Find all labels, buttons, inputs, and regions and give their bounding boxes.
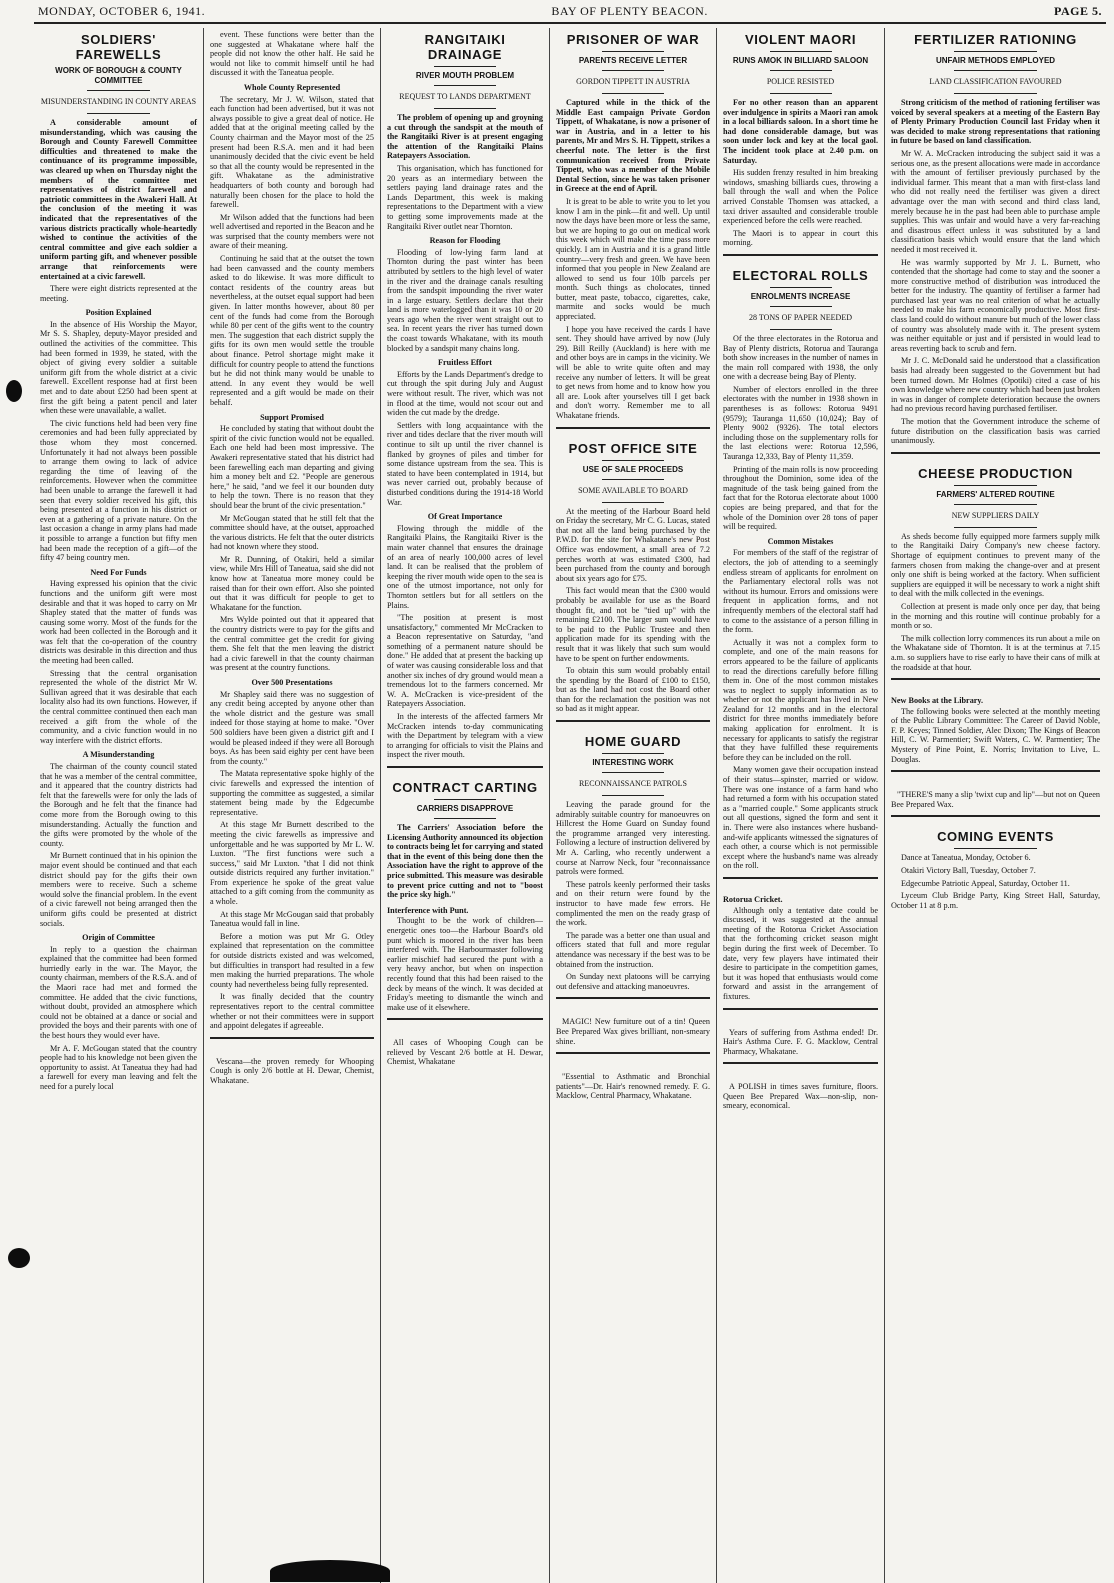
paragraph: Flowing through the middle of the Rangitaiki Plains, the Rangitaiki River is the main water channel that ensures the drainage of an area of nearly 100,000 acres of level land. It can be realised that the problem of keeping the river mouth wide open to the sea is one of the utmost importance, not only for Thornton settlers but for all settlers on the Plains. [387,523,543,610]
masthead [34,4,1106,24]
paragraph: It is great to be able to write you to let you know I am in the pink—fit and well. Up until now the days have been more or less the same, but we are hoping to go out on medical work this week which will make the time pass more quickly. I am in Austria and it is a grand little country—very fresh and green. We have been informed that you people in New Zealand are allowed to send us four 10lb parcels per month. Such things as cholocates, tinned butter, meat paste, tobacco, cigarettes, cake, marmite and socks would be much appreciated. [556,196,710,322]
columns [34,28,1106,1583]
paragraph: The motion that the Government introduce the scheme of future distribution on the classification basis was carried unanimously. [891,417,1100,446]
divider [770,329,832,330]
divider [602,51,664,52]
advertisement: All cases of Whooping Cough can be relieved by Vescant 2/6 bottle at H. Dewar, Chemist, Whakatane [387,1038,543,1067]
divider [954,93,1038,94]
subhead: PARENTS RECEIVE LETTER [578,56,688,65]
paragraph: Number of electors enrolled in the three electorates with the number in 1938 shown in parentheses is as follows: Rotorua 9491 (9579); Tauranga 11,650 (10,024); Bay of Plenty 9002 (9326). The total electors including those on the supplementary rolls for the last elections were: Rotorua 12,596, Tauranga 12,333, Bay of Plenty 11,359. [723,384,878,462]
subhead: CARRIERS DISAPPROVE [416,804,514,813]
divider [387,1018,543,1030]
divider [602,70,664,71]
subhead: LAND CLASSIFICATION FAVOURED [929,77,1062,86]
headline-fertilizer-rationing: FERTILIZER RATIONING [914,32,1077,47]
paragraph: Collection at present is made only once per day, that being in the morning and this routine will continue probably for a month or so. [891,601,1100,631]
divider [954,51,1038,52]
subhead: INTERESTING WORK [592,758,674,768]
paragraph: Mr A. F. McGougan stated that the country people had to his knowledge not been given the opportunity to assist. At Taneatua they had had a farewell for every man leaving and felt the need for a purely local [40,1043,197,1091]
paragraph: The secretary, Mr J. W. Wilson, stated that each function had been advertised, but it was not always possible to give a great deal of notice. He added that at the original meeting called by the County chairman and the Mayor most of the 25 present had been R.S.A. men and it had been unanimously decided that the civic event be held so that all the county would be represented in the gift. Whakatane as the administrative headquarters of both county and borough had naturally been chosen for the place to hold the farewell. [210,94,374,210]
advertisement: MAGIC! New furniture out of a tin! Queen Bee Prepared Wax gives brilliant, non-smeary shine. [556,1017,710,1046]
headline-contract-carting: CONTRACT CARTING [392,780,538,795]
paragraph: The Matata representative spoke highly of the civic farewells and expressed the intention of supporting the committee as suggested, a similar statement being made by the Edgecumbe representative. [210,769,374,817]
headline-home-guard: HOME GUARD [584,734,682,750]
subhead: GORDON TIPPETT IN AUSTRIA [576,77,690,86]
paragraph: The Maori is to appear in court this morning. [723,228,878,248]
headline-rangitaiki-drainage: RANGITAIKI DRAINAGE [424,32,506,62]
divider [954,70,1038,71]
paragraph: As sheds become fully equipped more farmers supply milk to the Rangitaiki Dairy Company's new cheese factory. Shortage of equipment continues to prevent many of the farmers chosen from making the change-over and at present only one shift is being worked at the factory. When sufficient suppliers are equipped it will be necessary to work a night shift to deal with the milk collected in the evenings. [891,531,1100,599]
paragraph: event. These functions were better than the one suggested at Whakatane where half the people did not know the other half. He said he would not like to commit himself until he had discussed it with the Taneatua people. [210,30,374,78]
advertisement: Vescana—the proven remedy for Whooping Cough is only 2/6 bottle at H. Dewar, Chemist, Whakatane. [210,1056,374,1085]
paragraph: At this stage Mr Burnett described to the meeting the civic farewells as impressive and unforgettable and he was supported by Mr L. W. Luxton. "The first functions were such a success," said Mr Luxton. "that I did not think outside districts required any further invitation." From experience he spoke of the great value attached to a gift coming from the community as a whole. [210,820,374,907]
advertisement: A POLISH in times saves furniture, floors. Queen Bee Prepared Wax—non-slip, non-smeary, economical. [723,1082,878,1111]
event-item: Lyceum Club Bridge Party, King Street Hall, Saturday, October 11 at 8 p.m. [891,891,1100,910]
headline-soldiers-farewells: SOLDIERS' FAREWELLS [75,32,162,62]
paragraph: This fact would mean that the £300 would probably be available for use as the Board thought fit, and not be "tied up" with the remaining £2100. The larger sum would have to be paid to the Public Trustee and then application made for its spending with the result that it was likely that such sum would have to be spent on further endowments. [556,586,710,663]
paragraph: Continuing he said that at the outset the town had been canvassed and the county members asked to do likewise. It was more difficult to contact residents of the country areas but nevertheless, at the outset equal support had been given. In latter months however, about 80 per cent of the funds had come from the Borough while 80 per cent of the gifts went to the country men. The suggestion that each district supply the gifts for its own men would settle the trouble about finance. Petrol shortage might make it difficult for country people to attend the functions but he did not think many would be unable to attend. In any event they would be well represented and a gift would be made on their behalf. [210,254,374,407]
divider [602,502,664,503]
divider [770,93,832,94]
paragraph: Flooding of low-lying farm land at Thornton during the past winter has been attributed by settlers to the high level of water in the river and the drainage canals resulting from the sandspit impounding the river water in a large estuary. Settlers declare that their land is more waterlogged than it was 10 or 20 years ago when the river went straight out to sea. In recent years the river has turned down the coast towards Whakatane, with its mouth blocked by a sandspit many chains long. [387,247,543,353]
column-2 [204,28,381,1583]
divider [556,997,710,1009]
issue-date: MONDAY, OCTOBER 6, 1941. [38,4,206,18]
paragraph: Mr J. C. McDonald said he understood that a classification basis had already been suggested to the Government but had been turned down. Mr Holmes (Opotiki) cited a case of his own knowledge where new country which had been just broken in was in danger of complete deterioration because the owners had no previous record having purchased fertiliser. [891,356,1100,414]
paragraph: This organisation, which has functioned for 20 years as an intermediary between the settlers paying land drainage rates and the Lands Department, this week is making representations to the Department with a view to getting some improvements made at the Rangitaiki River outlet near Thornton. [387,163,543,231]
paragraph: "The position at present is most unsatisfactory," commented Mr McCracken to a Beacon representative on Saturday, "and something of a permanent nature should be done." He added that at present the backing up of water was causing considerable loss and that another six inches of dry ground would mean a tremendous lot to the farmers concerned. Mr W. A. McCracken is vice-president of the Ratepayers Association. [387,613,543,709]
ink-blot [8,1248,30,1268]
page-number: PAGE 5. [1054,4,1102,18]
crosshead: New Books at the Library. [891,696,984,706]
crosshead: Support Promised [260,412,324,422]
divider [770,306,832,307]
paragraph: The following books were selected at the monthly meeting of the Public Library Committee: The Career of David Noble, F. P. Keyes; Tinned Soldier, Alec Dixon; The Kings of Beacon Hill, C. W. Parmentier; Swift Waters, C. W. Parmentier; The Mystery of Pine Point, E. Norris; Invitation to Live, L. Douglas. [891,706,1100,764]
headline-post-office-site: POST OFFICE SITE [568,440,698,456]
event-item: Dance at Taneatua, Monday, October 6. [901,853,1031,863]
headline-cheese-production: CHEESE PRODUCTION [918,465,1073,481]
paragraph: Leaving the parade ground for the admirably suitable country for manoeuvres on Hillcrest the Home Guard on Sunday found the programme arranged very interesting. Following a lecture of instruction delivered by Mr A. Carling, who recently underwent a course at Narrow Neck, four "reconnaissance patrols were formed. [556,800,710,877]
crosshead: A Misunderstanding [82,750,155,760]
paragraph: In the interests of the affected farmers Mr McCracken intends to-day communicating with the Department by telegram with a view to arranging for officials to visit the Plains and inspect the river mouth. [387,712,543,760]
subhead: MISUNDERSTANDING IN COUNTY AREAS [40,97,197,106]
advertisement: "Essential to Asthmatic and Bronchial patients"—Dr. Hair's renowned remedy. F. G. Macklow, Central Pharmacy, Whakatane. [556,1072,710,1101]
subhead: 28 TONS OF PAPER NEEDED [749,312,852,322]
paragraph: To obtain this sum would probably entail the spending by the Board of £100 to £150, but as the land had not cost the Board other than for the reclamation the position was not so bad as it might appear. [556,666,710,714]
divider [387,766,543,778]
subhead: UNFAIR METHODS EMPLOYED [935,56,1056,65]
divider [87,90,150,91]
event-item: Otakiri Victory Ball, Tuesday, October 7. [901,866,1036,876]
paragraph: Mr McGougan stated that he still felt that the committee should have, at the outset, approached the various districts. He felt that the outer districts had not known where they stood. [210,513,374,552]
paragraph: Thought to be the work of children—energetic ones too—the Harbour Board's old punt which is moored in the river has been interfered with. The Harbourmaster following earlier mischief had secured the punt with a very heavy anchor, but when on inspection recently found that this had been raised to the deck by means of the winch. It was decided at Friday's meeting to dismantle the winch and make use of it elsewhere. [387,916,543,1012]
crosshead: Fruitless Effort [438,358,492,368]
subhead: RECONNAISSANCE PATROLS [579,779,687,789]
crosshead: Whole County Represented [243,82,341,92]
headline-electoral-rolls: ELECTORAL ROLLS [732,267,869,283]
advertisement: "THERE'S many a slip 'twixt cup and lip"—but not on Queen Bee Prepared Wax. [891,790,1100,809]
subhead: RUNS AMOK IN BILLIARD SALOON [732,56,869,65]
crosshead: Interference with Punt. [387,905,469,915]
paragraph: Mr Burnett continued that in his opinion the major event should be continued and that each district should pay for the gifts their own members were to receive. Such a scheme would solve the financial problem. In the event of a civic farewell not being arranged then the uniform gifts could be presented at district socials. [40,851,197,928]
subhead: USE OF SALE PROCEEDS [582,464,684,474]
divider [434,818,496,819]
crosshead: Reason for Flooding [429,236,501,246]
divider [602,772,664,773]
ink-blot [270,1560,390,1582]
headline-prisoner-of-war: PRISONER OF WAR [566,32,700,47]
paragraph: Although only a tentative date could be discussed, it was suggested at the annual meeting of the Rotorua Cricket Association that the forthcoming cricket season might begin during the first week of December. To date, very few players have intimated their desire to participate in the competition games, but it was hoped that enthusiasts would come forward and assist in the arrangement of fixtures. [723,905,878,1001]
crosshead: Over 500 Presentations [251,678,333,687]
paragraph: At the meeting of the Harbour Board held on Friday the secretary, Mr C. G. Lucas, stated that not all the land being purchased by the P.W.D. for the site for Whakatane's new Post Office was endowment, a small area of 7.2 perches worth at was estimated £300, had been purchased from the county and borough about six years ago for £75. [556,506,710,583]
paragraph: In reply to a question the chairman explained that the committee had been formed hurriedly early in the war. The Mayor, the county chairman, members of the R.S.A. and of the Maori race had met and formed the committee. He added that the civic functions, without doubt, provided an atmosphere which could not be obtained at a dance or social and provided the boys and their parents with one of the best hours they would ever have. [40,944,197,1041]
divider [954,485,1038,486]
crosshead: Need For Funds [90,567,147,577]
subhead: FARMERS' ALTERED ROUTINE [936,489,1055,499]
paragraph: For members of the staff of the registrar of electors, the job of attending to a seemingly endless stream of applicants for enrolment on the Parliamentary electoral rolls was not without its humour. Errors and omissions were frequent in application forms, and not infrequently members of the electoral staff had to come to the assistance of a person filling in the form. [723,548,878,635]
divider [954,504,1038,505]
crosshead: Position Explained [85,308,152,318]
headline-coming-events: COMING EVENTS [937,829,1054,845]
paragraph: Having expressed his opinion that the civic functions and the uniform gift were most desirable and that it was hoped to carry on Mr Shapley stated that the matter of funds was causing some worry. Most of the funds for the work had been collected in the Borough and it was felt that the co-operation of the country districts was desirable in this direction and thus the meeting had been called. [40,579,197,666]
article-intro: For no other reason than an apparent over indulgence in spirits a Maori ran amok in a local billiards saloon. In a short time he had done considerable damage, but was soon under lock and key at the local gaol. The incident took place at 2.40 p.m. on Saturday. [723,98,878,165]
paragraph: Mr W. A. McCracken introducing the subject said it was a serious one, as the present allocations were made in accordance with the amount of fertiliser previously purchased by the individual farmer. This meant that a man with first-class land who did not really need the fertiliser was given a direct advantage over the man with second and third class land, merely because he in the past had been able to purchase ample supplies. This was unfair and would have a very far-reaching and disastrous effect unless it was substituted by a land classification basis which would ensure that the land which needed it most received it. [891,148,1100,254]
article-intro: The problem of opening up and groyning a cut through the sandspit at the mouth of the Rangitaiki River is at present engaging the attention of the Rangitaiki Plains Ratepayers Association. [387,113,543,161]
divider [602,753,664,754]
divider [434,108,496,109]
paragraph: The milk collection lorry commences its run about a mile on the Whakatane side of Thornton. It is at the terminus at 7.15 a.m. so suppliers have to rise early to have their cans of milk at the roadside at that hour. [891,633,1100,672]
article-intro: Strong criticism of the method of rationing fertiliser was voiced by several speakers at a meeting of the Eastern Bay of Plenty Primary Production Council last Friday when it was decided to make strong representations that rationing in future be based on land classification. [891,98,1100,146]
divider [891,452,1100,464]
paragraph: On Sunday next platoons will be carrying out defensive and attacking manoeuvres. [556,972,710,991]
divider [556,1052,710,1064]
subhead: ENROLMENTS INCREASE [750,291,851,301]
divider [87,113,150,114]
divider [891,770,1100,782]
divider [954,527,1038,528]
crosshead: Rotorua Cricket. [723,894,783,904]
paragraph: He was warmly supported by Mr J. L. Burnett, who contended that the shortage had come to stay and the sooner a more constructive method of distribution was introduced the better for the industry. The quantity of fertiliser a farmer had purchased last year was no real criterion of what he actually needed to make his farm economically productive. Most first-class land could do without manure but much of the lower class of country was absolutely made with it. The present system was neither equitable or just and if persisted in would lead to areas reverting back to scrub and fern. [891,257,1100,353]
divider [434,85,496,86]
divider [556,720,710,732]
ink-blot [6,380,22,402]
subhead: SOME AVAILABLE TO BOARD [578,485,688,495]
divider [723,1062,878,1074]
paragraph: The parade was a better one than usual and officers stated that full and more regular attendance was necessary if the best was to be obtained from the instruction. [556,930,710,969]
paragraph: Mrs Wylde pointed out that it appeared that the country districts were to pay for the gifts and the central committee get the credit for giving them. She felt that the men leaving the district had a civic farewell in that the county chairman was present at the country functions. [210,615,374,673]
advertisement: Years of suffering from Asthma ended! Dr. Hair's Asthma Cure. F. G. Macklow, Central Pharmacy, Whakatane. [723,1027,878,1056]
article-intro: A considerable amount of misunderstanding, which was causing the Borough and County Farewell Committee difficulties and threatened to make the continuance of its programme impossible, was cleared up when on Thursday night the members of the committee met representatives of district farewell and patriotic committees in the Awakeri Hall. At the conclusion of the meeting it was indicated that the representatives of the various districts practically whole-heartedly wished to continue the activities of the central committee and give each soldier a uniform parting gift, and whenever possible arrange that reinforcements were entertained at a civic farewell. [40,118,197,281]
divider [210,1037,374,1049]
paragraph: Mr Shapley said there was no suggestion of any credit being accepted by anyone other than the whole district and the gesture was small indeed for those staying at home to make. "Over 500 soldiers have been given a district gift and I would be pleased indeed if they were all Borough boys. As has been said eighty per cent have been from the county." [210,689,374,766]
paper-name: BAY OF PLENTY BEACON. [551,4,708,18]
divider [602,795,664,796]
paragraph: The chairman of the county council stated that he was a member of the central committee, and it appeared that the country districts had felt that the farewells were for only the lads of the Borough and he felt that the finance had come more from the Borough owing to this misunderstanding. Actually the function and the gifts were promoted by the whole of the county. [40,762,197,848]
divider [723,1008,878,1020]
paragraph: The civic functions held had been very fine ceremonies and had been fully appreciated by those whom they most concerned. Unfortunately it had not always been possible to arrange them owing to lack of advice regarding the time of leaving of the reinforcements. However when the committee had been unable to arrange the farewell it had seen that every soldier received his gift, this being presented at a function in his district or even at a gathering of a private nature. On the last occasion a change in army plans had made it possible to arrange a function but fifty men had been made the reception of a gift—of the fifty 47 being country men. [40,418,197,563]
paragraph: Efforts by the Lands Department's dredge to cut through the spit during July and August were without result. The river, which was not in flood at the time, would not scour out and widen the cut made by the dredge. [387,369,543,418]
subhead: RIVER MOUTH PROBLEM [415,71,515,80]
paragraph: Printing of the main rolls is now proceeding throughout the Dominion, some idea of the magnitude of the task being gained from the fact that for the Rotorua electorate about 1000 copies are being prepared, and that for the whole of the Dominion over 28 tons of paper will be required. [723,464,878,532]
divider [954,848,1038,849]
paragraph: Mr R. Dunning, of Otakiri, held a similar view, while Mrs Hill of Taneatua, said she did not know how at Taneatua more money could be raised than for their own effort. Also she pointed out that it was difficult for people to get to Whakatane for the function. [210,554,374,612]
divider [602,460,664,461]
crosshead: Of Great Importance [427,512,503,522]
paragraph: In the absence of His Worship the Mayor, Mr S. S. Shapley, deputy-Mayor presided and outlined the activities of the committee. This had been formed in 1939, he stated, with the object of giving every soldier a suitable uniform gift from the whole district at a civic farewell. Excellent response had at first been met and to date about £250 had been spent at first the gift being a patent pencil and later when these were unavailable, a wallet. [40,319,197,416]
subhead: POLICE RESISTED [766,77,835,86]
column-3 [381,28,550,1583]
divider [434,66,496,67]
paragraph: Mr Wilson added that the functions had been well advertised and reported in the Beacon and he was surprised that the county members were not aware of their meaning. [210,212,374,251]
event-item: Edgecumbe Patriotic Appeal, Saturday, October 11. [901,878,1070,888]
divider [602,93,664,94]
divider [602,479,664,480]
divider [891,815,1100,827]
paragraph: Of the three electorates in the Rotorua and Bay of Plenty districts, Rotorua and Tauranga both show increases in the number of names in the main roll compared with 1938, the only one with a decrease being Bay of Plenty. [723,333,878,382]
crosshead: Origin of Committee [82,933,155,943]
paragraph: At this stage Mr McGougan said that probably Taneatua would fall in line. [210,909,374,929]
paragraph: Many women gave their occupation instead of their status—spinster, married or widow. There was one instance of a farm hand who had returned a form with his occupation stated as a "married couple." Some applicants struck out all questions, signed the form and sent it in. There were also instances where husband-and-wife applicants witnessed the signatures of each other, a course which is not permissible except where the husband's name was already on the roll. [723,765,878,871]
divider [770,287,832,288]
divider [723,254,878,266]
divider [891,678,1100,690]
paragraph: His sudden frenzy resulted in him breaking windows, smashing billiards cues, throwing a ball through the wall and when the Police arrived Constable Thomsen was attacked, a taxi driver assaulted and considerable trouble experienced before the cells were reached. [723,168,878,226]
crosshead: Common Mistakes [767,536,834,546]
paragraph: He concluded by stating that without doubt the spirit of the civic function would not be equalled. Each one held had been most impressive. The Awakeri representative stated that his district had been farewelling each man departing and giving him a money belt and £2. "People are generous here," he said, "and we feel it our bounden duty to help the town. There is no reason that they should bear the brunt of the civic presentation." [210,424,374,510]
column-6 [885,28,1106,1583]
paragraph: Stressing that the central organisation represented the whole of the district Mr W. Sullivan agreed that it was desirable that each locality also had its own functions. However, if the central committee continued then each man received a gift from the whole of the community, and a civic function would in no way interfere with the district efforts. [40,668,197,745]
column-4 [550,28,717,1583]
paragraph: These patrols keenly performed their tasks and on their return were found by the instructor to have made few errors. He complimented the men on the ready grasp of the work. [556,879,710,928]
article-intro: The Carriers' Association before the Licensing Authority announced its objection to contracts being let for carrying and stated that in the event of this being done then the Association have the right to approve of the price submitted. This measure was desirable to prevent price cutting and not to "boost the price sky high." [387,823,543,900]
paragraph: Before a motion was put Mr G. Otley explained that representation on the committee for outside districts existed and was welcomed, but difficulties in transport had resulted in a few men making the hurried preparations. The whole county had nevertheless being fully represented. [210,931,374,989]
divider [556,427,710,439]
divider [770,70,832,71]
headline-violent-maori: VIOLENT MAORI [744,32,857,47]
divider [434,799,496,800]
divider [723,877,878,889]
article-intro: Captured while in the thick of the Middle East campaign Private Gordon Tippett, of Whakatane, is now a prisoner of war in Austria, and in a letter to his parents, Mr and Mrs S. H. Tippett, strikes a cheerful note. The letter is the first communication received from Private Tippett, who was a member of the Mobile Dental Section, since he was taken prisoner in Greece at the end of April. [556,98,710,194]
paragraph: Settlers with long acquaintance with the river and tides declare that the river mouth will continue to silt up until the river channel is flanked by groynes of piles and timber for some distance upstream from the sea. This is stated to have been contemplated in 1914, but was never carried out, probably because of disturbed conditions during the 1914-18 World War. [387,420,543,507]
subhead: WORK OF BOROUGH & COUNTY COMMITTEE [55,66,182,85]
paragraph: I hope you have received the cards I have sent. They should have arrived by now (July 29). Bill Reilly (Auckland) is here with me and other boys are in camps in the vicinity. We will be able to write quite often and may receive any number of letters. It will be great to get news from home and to know how you all are. Look after yourselves till I get back and don't worry. Remember me to all Whakatane friends. [556,324,710,420]
paragraph: It was finally decided that the country representatives report to the central committee whether or not their committees were in support and appoint delegates if agreeable. [210,992,374,1031]
subhead: NEW SUPPLIERS DAILY [951,510,1040,520]
column-5 [717,28,885,1583]
paragraph: There were eight districts represented at the meeting. [40,284,197,303]
column-1 [34,28,204,1583]
subhead: REQUEST TO LANDS DEPARTMENT [399,92,531,101]
divider [770,51,832,52]
paragraph: Actually it was not a complex form to complete, and one of the main reasons for errors appeared to be the failure of applicants to read the directions carefully before filling them in. One of the most common mistakes was to neglect to supply information as to whether or not the applicant has lived in New Zealand for 12 months and in the electoral district for three months immediately before making application for enrolment. It is necessary for applicants to satisfy the registrar that they have fulfilled these requirements before they can be included on the roll. [723,637,878,762]
